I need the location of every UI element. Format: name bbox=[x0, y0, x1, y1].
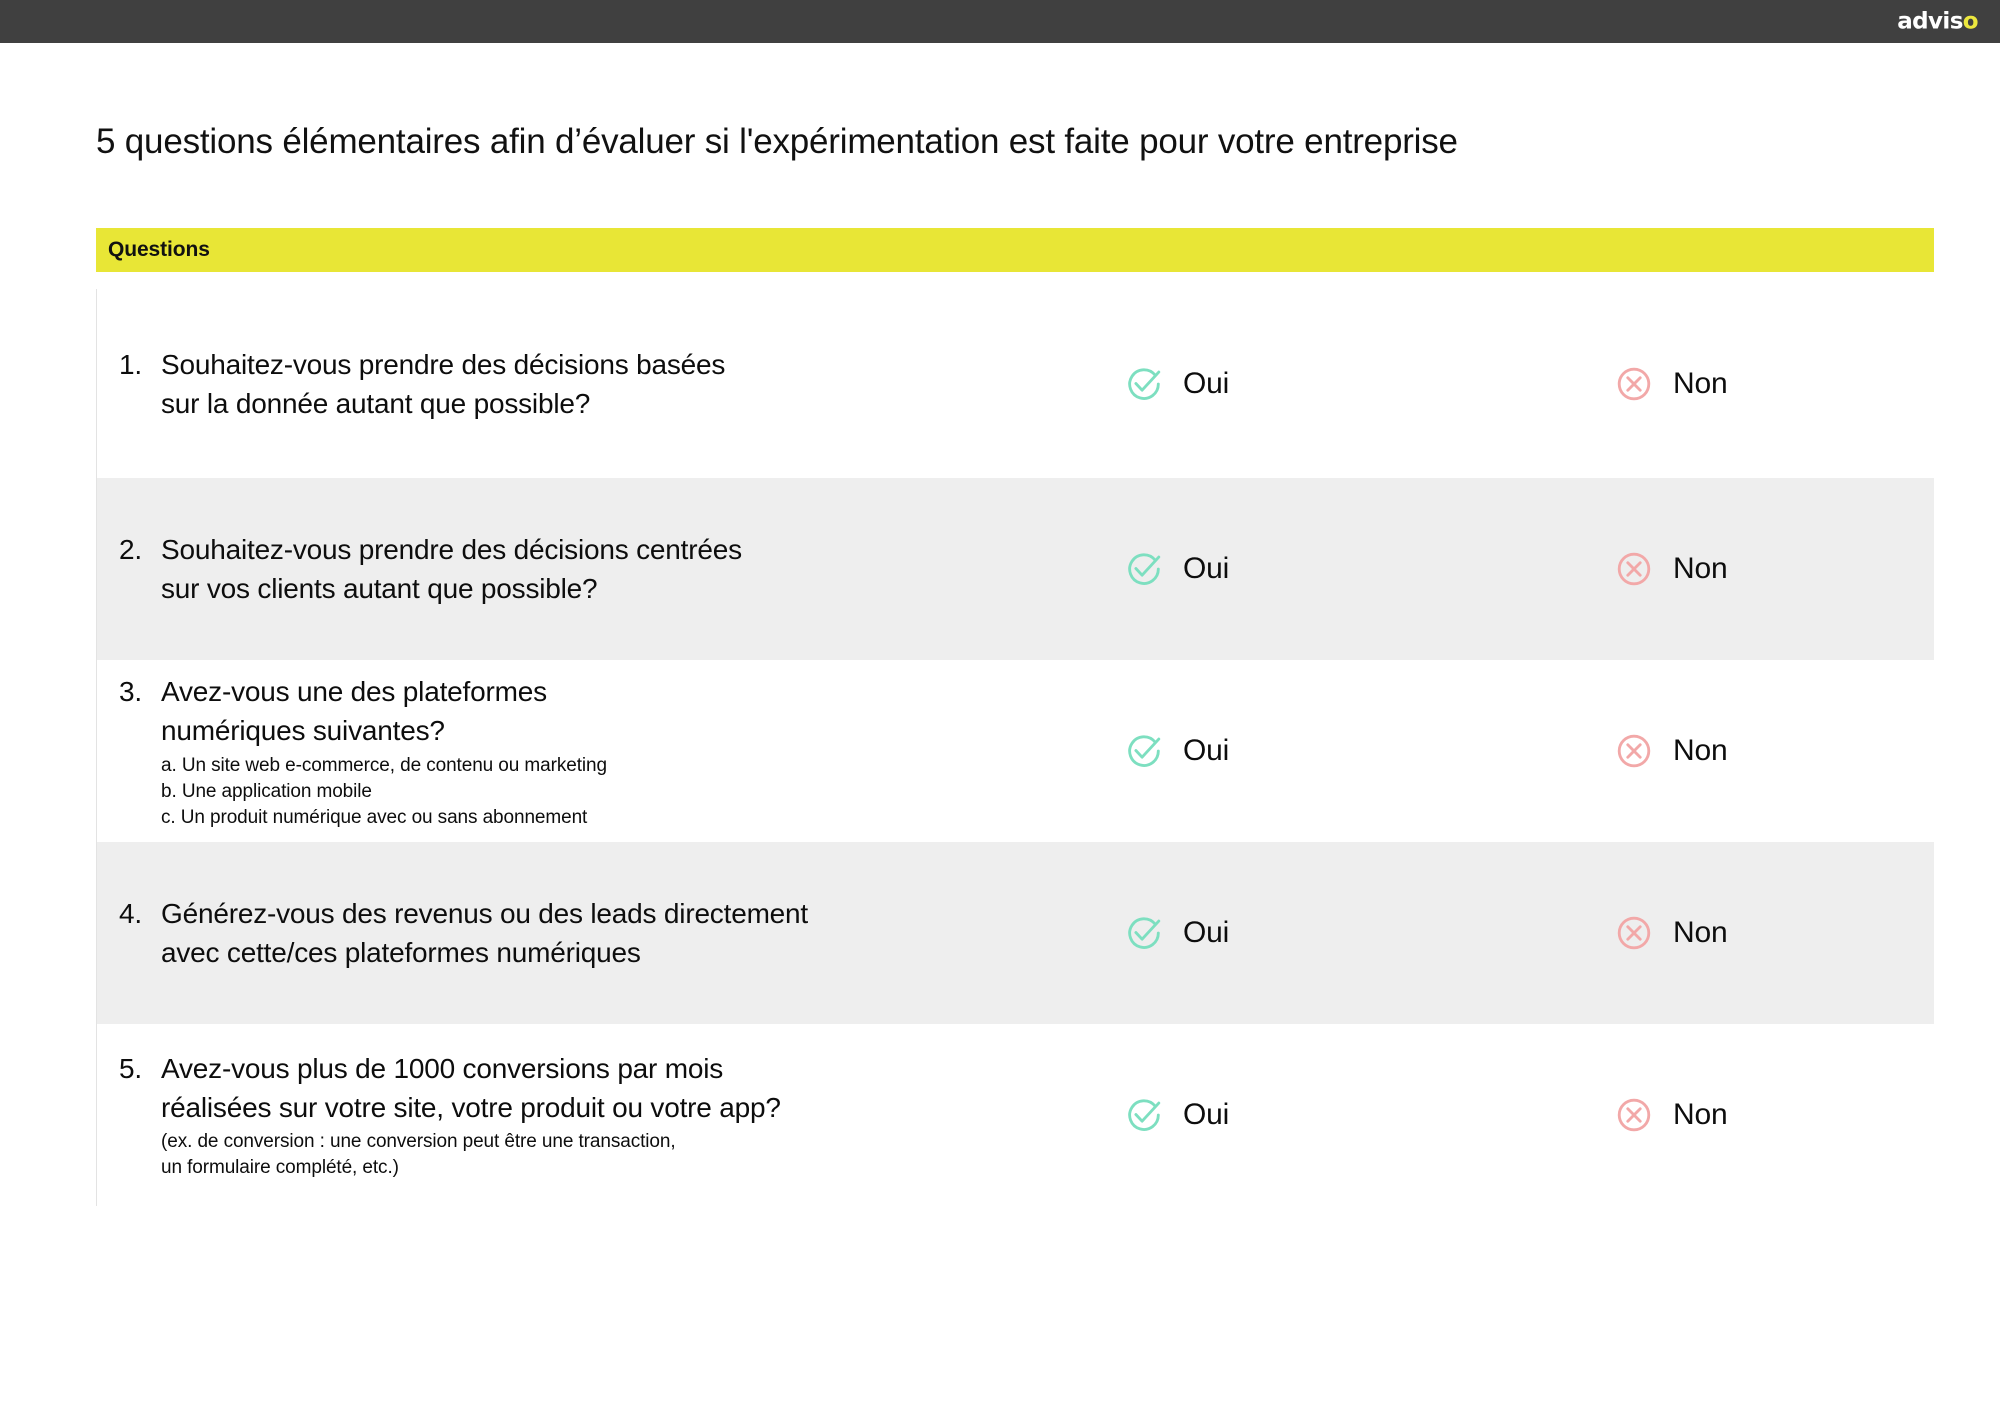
answer-option-oui[interactable] bbox=[1123, 912, 1613, 954]
question-number: 1. bbox=[119, 348, 142, 380]
questions-header-band bbox=[96, 228, 1934, 272]
question-sub-item: c. Un produit numérique avec ou sans abonnement bbox=[161, 806, 588, 828]
question-number: 2. bbox=[119, 534, 142, 565]
x-circle-icon bbox=[1613, 1094, 1655, 1136]
page-title: 5 questions élémentaires afin d’évaluer si l'expérimentation est faite pour votre entreprise bbox=[96, 122, 1458, 161]
question-note-line: un formulaire complété, etc.) bbox=[161, 1157, 399, 1178]
answer-label-oui: Oui bbox=[1183, 916, 1230, 949]
question-body bbox=[161, 894, 1117, 972]
answer-label-non: Non bbox=[1673, 916, 1728, 949]
question-headline bbox=[119, 1049, 1117, 1127]
question-line: Générez-vous des revenus ou des leads directement bbox=[161, 898, 809, 929]
logo-text: advis bbox=[1897, 8, 1963, 34]
check-circle-icon bbox=[1123, 363, 1165, 405]
answer-option-oui[interactable] bbox=[1123, 548, 1613, 590]
answer-label-non: Non bbox=[1673, 1098, 1728, 1131]
x-circle-icon bbox=[1613, 912, 1655, 954]
question-note bbox=[161, 1129, 1117, 1181]
question-line: Souhaitez-vous prendre des décisions centrées bbox=[161, 534, 742, 565]
question-row bbox=[97, 842, 1934, 1024]
adviso-logo bbox=[1897, 10, 1978, 33]
answer-label-oui: Oui bbox=[1183, 552, 1230, 585]
question-sub-item: b. Une application mobile bbox=[161, 780, 372, 802]
answer-option-non[interactable] bbox=[1613, 363, 1727, 405]
check-circle-icon bbox=[1123, 730, 1165, 772]
question-line: avec cette/ces plateformes numériques bbox=[161, 937, 641, 968]
question-text-cell bbox=[97, 894, 1117, 972]
logo-accent-letter: o bbox=[1962, 8, 1978, 34]
check-circle-icon bbox=[1123, 548, 1165, 590]
question-text-cell bbox=[97, 530, 1117, 608]
question-row bbox=[97, 660, 1934, 842]
question-body bbox=[161, 1049, 1117, 1127]
answer-label-non: Non bbox=[1673, 734, 1728, 767]
question-headline bbox=[119, 530, 1117, 608]
question-line: numériques suivantes? bbox=[161, 714, 445, 746]
question-body bbox=[161, 530, 1117, 608]
question-headline bbox=[119, 345, 1117, 423]
question-row bbox=[97, 289, 1934, 478]
answer-label-non: Non bbox=[1673, 552, 1728, 585]
answer-option-oui[interactable] bbox=[1123, 363, 1613, 405]
question-body bbox=[161, 672, 1117, 750]
questions-table bbox=[96, 289, 1934, 1206]
answer-label-non: Non bbox=[1673, 366, 1728, 400]
answer-label-oui: Oui bbox=[1183, 734, 1230, 767]
question-number: 4. bbox=[119, 898, 142, 929]
question-headline bbox=[119, 672, 1117, 750]
question-sub-list bbox=[161, 753, 1117, 831]
answer-option-oui[interactable] bbox=[1123, 1094, 1613, 1136]
question-headline bbox=[119, 894, 1117, 972]
check-circle-icon bbox=[1123, 1094, 1165, 1136]
x-circle-icon bbox=[1613, 548, 1655, 590]
question-note-line: (ex. de conversion : une conversion peut être une transaction, bbox=[161, 1131, 676, 1152]
answer-label-oui: Oui bbox=[1183, 366, 1230, 400]
answer-option-non[interactable] bbox=[1613, 1094, 1727, 1136]
answer-label-oui: Oui bbox=[1183, 1098, 1230, 1131]
question-line: Avez-vous plus de 1000 conversions par mois bbox=[161, 1053, 724, 1084]
question-text-cell bbox=[97, 1049, 1117, 1181]
question-line: sur vos clients autant que possible? bbox=[161, 573, 598, 604]
question-line: Souhaitez-vous prendre des décisions basées bbox=[161, 348, 726, 380]
question-text-cell bbox=[97, 345, 1117, 423]
answer-option-non[interactable] bbox=[1613, 730, 1727, 772]
answer-option-oui[interactable] bbox=[1123, 730, 1613, 772]
question-number: 5. bbox=[119, 1053, 142, 1084]
top-bar bbox=[0, 0, 2000, 43]
question-sub-item: a. Un site web e-commerce, de contenu ou marketing bbox=[161, 754, 607, 776]
answer-option-non[interactable] bbox=[1613, 548, 1727, 590]
answer-option-non[interactable] bbox=[1613, 912, 1727, 954]
x-circle-icon bbox=[1613, 363, 1655, 405]
question-body bbox=[161, 345, 1117, 423]
question-text-cell bbox=[97, 672, 1117, 831]
question-number: 3. bbox=[119, 675, 142, 707]
question-line: Avez-vous une des plateformes bbox=[161, 675, 547, 707]
question-row bbox=[97, 478, 1934, 660]
questions-header-label: Questions bbox=[108, 238, 210, 261]
x-circle-icon bbox=[1613, 730, 1655, 772]
question-line: réalisées sur votre site, votre produit ou votre app? bbox=[161, 1092, 781, 1123]
question-line: sur la donnée autant que possible? bbox=[161, 387, 591, 419]
check-circle-icon bbox=[1123, 912, 1165, 954]
question-row bbox=[97, 1024, 1934, 1206]
